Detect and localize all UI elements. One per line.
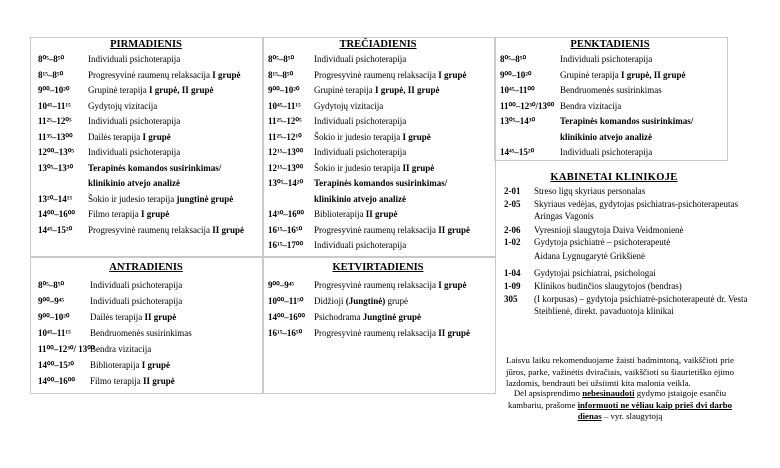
schedule-time: 11⁰⁰–12³⁰/13⁰⁰ [500,100,555,111]
schedule-time: 14⁴⁵–15²⁰ [38,224,73,235]
schedule-time: 9⁰⁰–9⁴⁵ [38,296,65,306]
schedule-time: 16¹⁵–16⁵⁰ [268,224,303,235]
schedule-time: 8⁰⁵–8⁵⁰ [38,54,65,64]
schedule-activity: Grupinė terapija I grupė, II grupė [88,85,214,95]
schedule-time: 10⁴⁵–11¹⁵ [268,100,301,111]
schedule-time: 16¹⁵–17⁰⁰ [268,240,304,250]
schedule-activity: klinikinio atvejo analizė [560,131,653,142]
schedule-time: 8⁰⁵–8⁵⁰ [500,54,527,64]
schedule-time: 8¹⁵–8⁵⁰ [38,69,64,80]
schedule-time: 9⁰⁰–10²⁰ [38,312,70,322]
schedule-activity: Progresyvinė raumenų relaksacija I grupė [88,69,241,80]
schedule-time: 9⁰⁰–10²⁰ [268,85,300,95]
cabinet-room: 2-06 [504,225,521,235]
schedule-time: 13⁰⁵–14³⁰ [500,116,536,126]
schedule-time: 11²⁵–12¹⁰ [268,131,302,142]
schedule-time: 10⁴⁵–11⁰⁰ [500,85,535,95]
cabinet-description: Streso ligų skyriaus personalas [534,186,646,196]
schedule-time: 10⁴⁵–11¹⁵ [38,100,71,111]
schedule-activity: Individuali psichoterapija [88,54,181,64]
schedule-activity: klinikinio atvejo analizė [88,178,181,188]
schedule-time: 14⁰⁰–15²⁰ [38,360,75,370]
schedule-time: 8¹⁵–8⁵⁰ [268,69,294,80]
schedule-activity: Gydytojų vizitacija [314,100,384,111]
room-notice [506,388,734,423]
schedule-time: 9⁰⁰–10²⁰ [38,85,70,95]
schedule-activity: Bendruomenės susirinkimas [560,85,662,95]
schedule-activity: Filmo terapija II grupė [90,376,175,386]
schedule-activity: Terapinės komandos susirinkimas/ [88,162,222,173]
schedule-activity: Individuali psichoterapija [560,147,653,157]
schedule-activity: Bendra vizitacija [90,344,152,354]
schedule-activity: Šokio ir judesio terapija II grupė [314,162,435,173]
thursday-frame [262,256,496,394]
schedule-time: 14⁰⁰–16⁰⁰ [38,376,75,386]
leisure-note: Laisvu laiku rekomenduojame žaisti badmintoną, vaikščioti prie jūros, parke, važinėtis dviračiais, vaikščioti su šiaurietiško ėjimo lazdomis, bendrauti bei užsiimti kita malonia veikla. [506,355,734,388]
schedule-time: 12¹⁵–13⁰⁰ [268,162,304,173]
schedule-time: 14⁴⁵–15²⁰ [500,147,535,157]
cabinet-description: Vyresnioji slaugytoja Daiva Veidmonienė [534,225,684,235]
schedule-activity: Progresyvinė raumenų relaksacija I grupė [314,69,467,80]
monday-title: PIRMADIENIS [110,39,182,50]
room-notice-d: informuoti ne vėliau kaip prieš dvi darbo dienas [577,399,733,421]
schedule-activity: Bendra vizitacija [560,100,622,111]
schedule-time: 14⁰⁰–16⁰⁰ [38,209,75,219]
schedule-time: 13²⁰–14¹⁵ [38,193,73,204]
schedule-time: 10⁴⁵–11¹⁵ [38,328,71,338]
schedule-activity: Didžioji (Jungtinė) grupė [314,296,409,306]
cabinet-description: Aidana Lygnugarytė Grikšienė [534,251,645,261]
schedule-activity: Šokio ir judesio terapija jungtinė grupė [88,193,234,204]
schedule-time: 11²⁵–12⁰⁵ [268,116,302,126]
schedule-activity: Terapinės komandos susirinkimas/ [560,116,694,126]
cabinet-room: 305 [504,294,518,304]
schedule-activity: Progresyvinė raumenų relaksacija II grupė [314,328,470,338]
thursday-title: KETVIRTADIENIS [332,262,424,273]
schedule-time: 11³⁵–13⁰⁰ [38,131,73,142]
schedule-activity: Individuali psichoterapija [314,116,407,126]
schedule-time: 11⁰⁰–12³⁰/ 13⁰⁰ [38,344,95,354]
schedule-activity: Dailės terapija II grupė [90,312,177,322]
cabinets-title: KABINETAI KLINIKOJE [550,172,678,183]
schedule-activity: Individuali psichoterapija [88,147,181,157]
cabinet-room: 2-01 [504,186,521,196]
schedule-activity: Bendruomenės susirinkimas [90,328,192,338]
schedule-activity: Progresyvinė raumenų relaksacija II grupė [88,224,244,235]
schedule-time: 8⁰⁵–8⁵⁰ [268,54,295,64]
schedule-activity: Terapinės komandos susirinkimas/ [314,178,448,188]
schedule-activity: Biblioterapija I grupė [90,360,171,370]
cabinet-description: Skyriaus vedėjas, gydytojas psichiatras-psichoterapeutas Aringas Vagonis [534,199,738,221]
schedule-time: 13⁰⁵–14²⁰ [268,178,304,188]
room-notice-b: nebesinaudoti [582,388,635,398]
cabinet-description: Gydytoja psichiatrė – psichoterapeutė [534,237,671,247]
schedule-activity: Biblioterapija II grupė [314,209,398,219]
schedule-activity: Individuali psichoterapija [314,147,407,157]
schedule-activity: Grupinė terapija I grupė, II grupė [560,69,686,80]
schedule-time: 11²⁵–12⁰⁵ [38,116,72,126]
cabinet-room: 1-04 [504,268,521,278]
schedule-activity: klinikinio atvejo analizė [314,193,407,204]
room-notice-a: Dėl apsisprendimo [513,388,581,398]
schedule-activity: Šokio ir judesio terapija I grupė [314,131,431,142]
cabinet-description: Gydytojai psichiatrai, psichologai [534,268,656,278]
schedule-activity: Psichodrama Jungtinė grupė [314,312,422,322]
cabinet-room: 1-09 [504,281,521,291]
room-notice-c: gydymo įstaigoje esančiu kambariu, prašome [507,388,727,410]
schedule-time: 12¹⁵–13⁰⁰ [268,147,304,157]
schedule-time: 8⁰⁵–8⁵⁰ [38,280,65,290]
schedule-activity: Individuali psichoterapija [90,296,183,306]
cabinet-room: 2-05 [504,199,521,209]
schedule-time: 13⁰⁵–13³⁰ [38,162,74,173]
schedule-activity: Individuali psichoterapija [88,116,181,126]
tuesday-title: ANTRADIENIS [109,262,183,273]
friday-title: PENKTADIENIS [570,39,650,50]
schedule-activity: Individuali psichoterapija [314,240,407,250]
schedule-time: 9⁰⁰–9⁴⁵ [268,280,295,290]
schedule-activity: Progresyvinė raumenų relaksacija I grupė [314,280,467,290]
cabinet-room: 1-02 [504,237,521,247]
room-notice-e: – vyr. slaugytoją [603,411,663,421]
wednesday-title: TREČIADIENIS [339,39,417,50]
schedule-time: 12⁰⁰–13⁰⁵ [38,147,75,157]
schedule-activity: Filmo terapija I grupė [88,209,170,219]
schedule-activity: Dailės terapija I grupė [88,131,171,142]
cabinet-description: Klinikos budinčios slaugytojos (bendras) [534,281,682,291]
cabinet-description: (I korpusas) – gydytoja psichiatrė-psichoterapeutė dr. Vesta Steiblienė, direkt. pavaduotoja klinikai [534,294,748,316]
schedule-time: 10⁰⁰–11⁵⁰ [268,296,304,306]
schedule-time: 16¹⁵–16⁵⁰ [268,328,303,338]
schedule-time: 14³⁰–16⁰⁰ [268,209,305,219]
schedule-activity: Progresyvinė raumenų relaksacija II grupė [314,224,470,235]
schedule-time: 14⁰⁰–16⁰⁰ [268,312,305,322]
schedule-activity: Grupinė terapija I grupė, II grupė [314,85,440,95]
schedule-activity: Individuali psichoterapija [314,54,407,64]
tuesday-frame [30,256,264,394]
schedule-time: 9⁰⁰–10²⁰ [500,69,532,80]
schedule-activity: Individuali psichoterapija [560,54,653,64]
schedule-activity: Individuali psichoterapija [90,280,183,290]
schedule-activity: Gydytojų vizitacija [88,100,158,111]
